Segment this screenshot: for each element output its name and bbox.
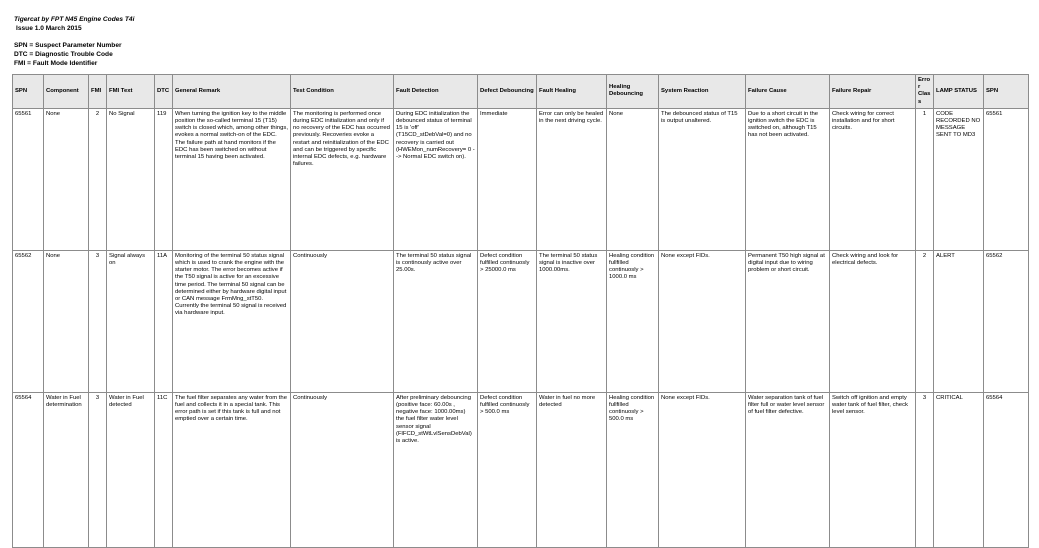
- cell-lamp-status: CRITICAL: [934, 392, 984, 547]
- cell-dtc: 119: [155, 108, 173, 250]
- header-test-condition: Test Condition: [291, 75, 394, 109]
- cell-defect-debouncing: Immediate: [478, 108, 537, 250]
- cell-lamp-status: ALERT: [934, 250, 984, 392]
- legend-dtc: DTC = Diagnostic Trouble Code: [14, 51, 113, 58]
- cell-general-remark: When turning the ignition key to the middle position the so-called terminal 15 (T15) switch is closed which, among other things, evokes a normal switch-on of the EDC. The failure path at hand monitors if the EDC has been switched on without terminal 15 having been activated.: [173, 108, 291, 250]
- table-row: [13, 392, 1029, 547]
- cell-error-class: 3: [916, 392, 934, 547]
- cell-failure-cause: Permanent T50 high signal at digital input due to wiring problem or short circuit.: [746, 250, 830, 392]
- cell-failure-repair: Check wiring and look for electrical defects.: [830, 250, 916, 392]
- cell-defect-debouncing: Defect condition fulfilled continuosly > 25000.0 ms: [478, 250, 537, 392]
- cell-failure-cause: Due to a short circuit in the ignition switch the EDC is switched on, although T15 has not been activated.: [746, 108, 830, 250]
- legend-fmi: FMI = Fault Mode Identifier: [14, 60, 98, 67]
- cell-failure-cause: Water separation tank of fuel filter full or water level sensor of fuel filter defective.: [746, 392, 830, 547]
- cell-dtc: 11A: [155, 250, 173, 392]
- cell-fmi: 3: [89, 392, 107, 547]
- header-failure-cause: Failure Cause: [746, 75, 830, 109]
- cell-spn: 65561: [13, 108, 44, 250]
- cell-system-reaction: None except FIDs.: [659, 250, 746, 392]
- cell-test-condition: The monitoring is performed once during EDC initialization and only if no recovery of the EDC has occurred previously. Recoveries evoke a restart and reinitialization of the EDC and can be triggered by specific internal EDC defects, e.g. hardware failures.: [291, 108, 394, 250]
- cell-defect-debouncing: Defect condition fulfilled continuosly > 500.0 ms: [478, 392, 537, 547]
- cell-test-condition: Continuously: [291, 250, 394, 392]
- header-spn: SPN: [13, 75, 44, 109]
- cell-spn-right: 65562: [984, 250, 1029, 392]
- cell-spn: 65562: [13, 250, 44, 392]
- header-fmi-text: FMI Text: [107, 75, 155, 109]
- cell-component: Water in Fuel determination: [44, 392, 89, 547]
- cell-dtc: 11C: [155, 392, 173, 547]
- header-dtc: DTC: [155, 75, 173, 109]
- header-error-class: Error Class: [916, 75, 934, 109]
- header-fault-detection: Fault Detection: [394, 75, 478, 109]
- cell-healing-debouncing: None: [607, 108, 659, 250]
- header-defect-debouncing: Defect Debouncing: [478, 75, 537, 109]
- cell-fmi-text: Signal always on: [107, 250, 155, 392]
- cell-system-reaction: None except FIDs.: [659, 392, 746, 547]
- cell-fault-detection: The terminal 50 status signal is continously active over 25.00s.: [394, 250, 478, 392]
- header-system-reaction: System Reaction: [659, 75, 746, 109]
- abbreviation-legend: [14, 41, 122, 68]
- cell-failure-repair: Switch off ignition and empty water tank of fuel filter, check level sensor.: [830, 392, 916, 547]
- legend-spn: SPN = Suspect Parameter Number: [14, 42, 122, 49]
- cell-fault-healing: The terminal 50 status signal is inactive over 1000.00ms.: [537, 250, 607, 392]
- header-spn-right: SPN: [984, 75, 1029, 109]
- table-row: [13, 108, 1029, 250]
- document-header: [14, 15, 134, 33]
- cell-component: None: [44, 108, 89, 250]
- cell-fault-detection: During EDC initialization the debounced status of terminal 15 is 'off' (T15CD_stDebVal=0) and no recovery is carried out (HWEMon_numRecovery= 0 --> Normal EDC switch on).: [394, 108, 478, 250]
- cell-healing-debouncing: Healing condition fullfilled continuosly > 500.0 ms: [607, 392, 659, 547]
- cell-error-class: 1: [916, 108, 934, 250]
- header-fault-healing: Fault Healing: [537, 75, 607, 109]
- cell-fmi-text: Water in Fuel detected: [107, 392, 155, 547]
- header-general-remark: General Remark: [173, 75, 291, 109]
- header-lamp-status: LAMP STATUS: [934, 75, 984, 109]
- header-component: Component: [44, 75, 89, 109]
- table-header-row: [13, 75, 1029, 109]
- cell-lamp-status: CODE RECORDED NO MESSAGE SENT TO MD3: [934, 108, 984, 250]
- cell-fault-healing: Error can only be healed in the next driving cycle.: [537, 108, 607, 250]
- cell-component: None: [44, 250, 89, 392]
- cell-fault-healing: Water in fuel no more detected: [537, 392, 607, 547]
- header-failure-repair: Failure Repair: [830, 75, 916, 109]
- cell-general-remark: Monitoring of the terminal 50 status signal which is used to crank the engine with the starter motor. The error becomes active if the T50 signal is active for an excessive time period. The terminal 50 signal can be determined either by hardware digital input or CAN message FrmMng_stT50. Currently the terminal 50 signal is received via hardware input.: [173, 250, 291, 392]
- cell-general-remark: The fuel filter separates any water from the fuel and collects it in a special tank. This error path is set if this tank is full and not emptied over a certain time.: [173, 392, 291, 547]
- cell-error-class: 2: [916, 250, 934, 392]
- cell-spn-right: 65564: [984, 392, 1029, 547]
- cell-system-reaction: The debounced status of T15 is output unaltered.: [659, 108, 746, 250]
- cell-spn-right: 65561: [984, 108, 1029, 250]
- cell-failure-repair: Check wiring for correct installation and for short circuits.: [830, 108, 916, 250]
- cell-fmi-text: No Signal: [107, 108, 155, 250]
- cell-spn: 65564: [13, 392, 44, 547]
- engine-codes-table: [12, 74, 1029, 548]
- cell-fmi: 3: [89, 250, 107, 392]
- cell-test-condition: Continuously: [291, 392, 394, 547]
- cell-fault-detection: After preliminary debouncing (positive face: 60.00s , negative face: 1000.00ms) the fuel filter water level sensor signal (FlFCD_stWtLvlSensDebVal) is active.: [394, 392, 478, 547]
- document-title: Tigercat by FPT N45 Engine Codes T4i: [14, 16, 135, 23]
- header-fmi: FMI: [89, 75, 107, 109]
- table-row: [13, 250, 1029, 392]
- header-healing-debouncing: Healing Debouncing: [607, 75, 659, 109]
- document-issue: Issue 1.0 March 2015: [16, 25, 82, 32]
- cell-fmi: 2: [89, 108, 107, 250]
- cell-healing-debouncing: Healing condition fullfilled continuosly > 1000.0 ms: [607, 250, 659, 392]
